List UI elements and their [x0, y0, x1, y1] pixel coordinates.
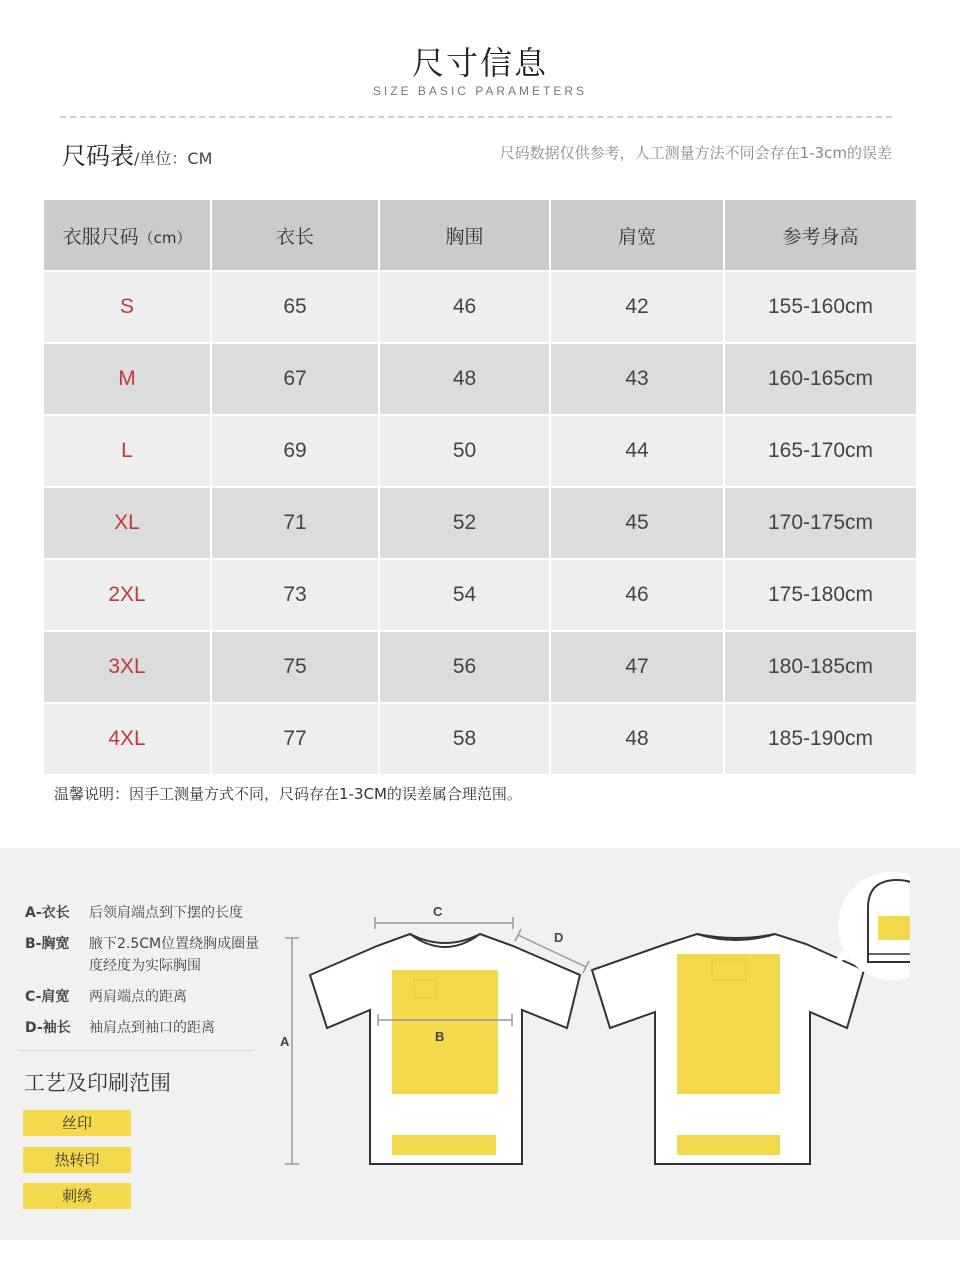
cell-chest: 52 [379, 487, 550, 559]
cell-shoulder: 45 [550, 487, 724, 559]
cell-size: 3XL [43, 631, 211, 703]
cell-size: S [43, 271, 211, 343]
table-row [43, 559, 917, 631]
legend-item: C-肩宽 两肩端点的距离 [25, 989, 187, 1005]
cell-size: M [43, 343, 211, 415]
legend-divider [18, 1050, 254, 1051]
col-chest: 胸围 [379, 199, 550, 271]
label-d: D [554, 930, 564, 945]
cell-length: 65 [211, 271, 379, 343]
cell-chest: 46 [379, 271, 550, 343]
cell-chest: 58 [379, 703, 550, 775]
cell-chest: 54 [379, 559, 550, 631]
cell-length: 71 [211, 487, 379, 559]
craft-title: 工艺及印刷范围 [24, 1071, 171, 1095]
label-b: B [435, 1029, 445, 1044]
back-hem-print [677, 1135, 780, 1155]
table-header-row [43, 199, 917, 271]
back-print-area [677, 954, 780, 1094]
size-table-note: 尺码数据仅供参考，人工测量方法不同会存在1-3cm的误差 [499, 144, 892, 162]
label-a: A [280, 1034, 290, 1049]
cell-chest: 56 [379, 631, 550, 703]
col-shoulder: 肩宽 [550, 199, 724, 271]
measure-legend [25, 902, 261, 1048]
cell-shoulder: 42 [550, 271, 724, 343]
cell-height: 155-160cm [724, 271, 917, 343]
cell-shoulder: 47 [550, 631, 724, 703]
divider [60, 116, 892, 118]
cell-shoulder: 44 [550, 415, 724, 487]
cell-size: 2XL [43, 559, 211, 631]
cell-size: 4XL [43, 703, 211, 775]
cell-height: 160-165cm [724, 343, 917, 415]
legend-item: D-袖长 袖肩点到袖口的距离 [25, 1020, 215, 1036]
cell-size: XL [43, 487, 211, 559]
table-row [43, 631, 917, 703]
cell-length: 75 [211, 631, 379, 703]
table-row [43, 487, 917, 559]
cell-length: 67 [211, 343, 379, 415]
table-row [43, 343, 917, 415]
craft-heat-transfer: 热转印 [23, 1147, 131, 1173]
cell-size: L [43, 415, 211, 487]
cell-length: 77 [211, 703, 379, 775]
table-row [43, 703, 917, 775]
col-length: 衣长 [211, 199, 379, 271]
cell-shoulder: 43 [550, 343, 724, 415]
cell-shoulder: 46 [550, 559, 724, 631]
legend-item: A-衣长 后领肩端点到下摆的长度 [25, 905, 243, 921]
cell-chest: 50 [379, 415, 550, 487]
cell-height: 175-180cm [724, 559, 917, 631]
col-height: 参考身高 [724, 199, 917, 271]
cell-length: 69 [211, 415, 379, 487]
cell-chest: 48 [379, 343, 550, 415]
table-row [43, 271, 917, 343]
page-title: 尺寸信息 [411, 44, 548, 82]
tshirt-diagram [270, 860, 910, 1180]
hat-print-area [878, 916, 910, 940]
craft-silkscreen: 丝印 [23, 1110, 131, 1136]
cell-height: 170-175cm [724, 487, 917, 559]
cell-height: 165-170cm [724, 415, 917, 487]
front-hem-print [392, 1135, 496, 1155]
size-table-title: 尺码表 [62, 142, 134, 170]
measure-a-line [285, 938, 299, 1164]
measure-c-line [375, 917, 513, 929]
label-c: C [433, 904, 443, 919]
cell-height: 180-185cm [724, 631, 917, 703]
page-subtitle: SIZE BASIC PARAMETERS [372, 84, 588, 98]
warm-note: 温馨说明：因手工测量方式不同，尺码存在1-3CM的误差属合理范围。 [54, 785, 522, 803]
cell-height: 185-190cm [724, 703, 917, 775]
legend-item: B-胸宽 腋下2.5CM位置绕胸成圈量度经度为实际胸围 [25, 936, 260, 974]
cell-length: 73 [211, 559, 379, 631]
table-row [43, 415, 917, 487]
size-table-heading [62, 136, 212, 171]
size-table-unit: /单位：CM [134, 149, 213, 168]
size-table [42, 198, 918, 776]
cell-shoulder: 48 [550, 703, 724, 775]
craft-embroidery: 刺绣 [23, 1183, 131, 1209]
col-size: 衣服尺码（cm） [43, 199, 211, 271]
front-print-area [392, 970, 498, 1094]
